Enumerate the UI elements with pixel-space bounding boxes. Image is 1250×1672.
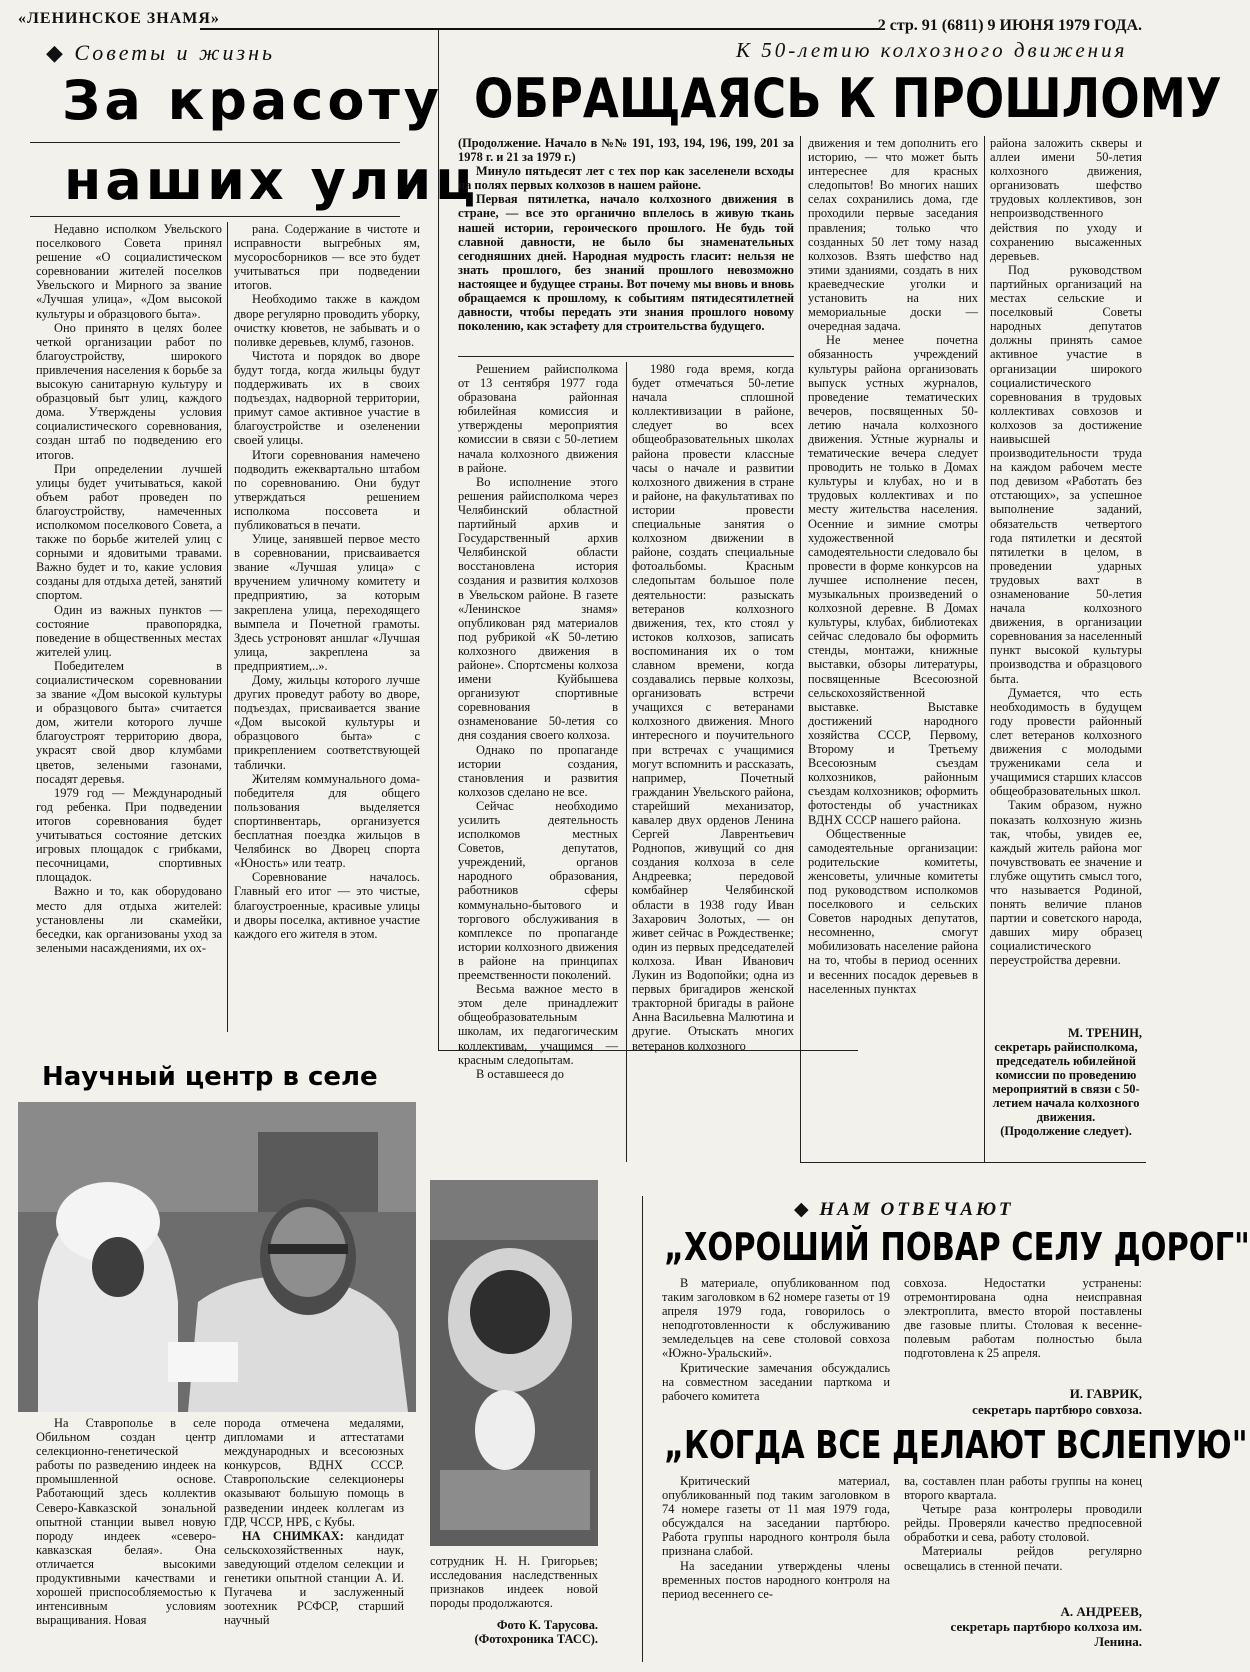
past-col-2: 1980 года время, когда будет отмечаться 50-летие начала сплошной коллективизации в районе, следует во всех общеобразовательных школах района провести классные часы о начале и развитии колхозного движения в стране и районе, на факультативах по истории провести специальные занятия о колхозном движении в районе, создать специальные фотоальбомы. Красным следопытам большое поле деятельности: разыскать ветеранов колхозного движения, тех, кто стоял у истоков колхозов, записать воспоминания их о том славном времени, когда создавались первые колхозы, организовать встречи учащихся с ветеранами колхозного движения. Много интересного и поучительного при встречах с учащимися могут вспомнить и рассказать, например, Почетный гражданин Увельского района, старейший механизатор, кавалер двух орденов Ленина Сергей Лаврентьевич Роднопов, живущий со дня создания колхоза в селе Андреевка; передовой комбайнер Челябинской области в 1938 году Иван Захарович Золотых, — он живет сейчас в Рождественке; один из первых председателей колхоза. Иван Иванович Лукин из Водопойки; одна из первых бригадиров женской тракторной бригады в районе Анна Васильевна Малютина и другие. Отыскать многих ветеранов колхозного bbox=[632, 362, 794, 1053]
signature-continuation: (Продолжение следует). bbox=[1000, 1124, 1132, 1138]
masthead-rule bbox=[200, 28, 880, 30]
answers-1-col-1: В материале, опубликованном под таким заголовком в 62 номере газеты от 19 апреля 1979 года, говорилось о неподготовленности к обслуживанию земледельцев на севе столовой совхоза «Южно-Уральский». Критические замечания обсуждались на совместном заседании парткома и рабочего комитета bbox=[662, 1276, 890, 1403]
lab-photo-illustration bbox=[18, 1102, 416, 1412]
science-col-2: порода отмечена медалями, дипломами и аттестатами международных и всесоюзных конкурсов, ВДНХ СССР. Ставропольские селекционеры оказывают большую помощь в разведении индеек коллегам из ГДР, ЧССР, НРБ, с Кубы. НА СНИМКАХ: кандидат сельскохозяйственных наук, заведующий отделом селекции и генетики опытной станции А. И. Пугачева и заслуженный зоотехник РСФСР, старший научный bbox=[224, 1416, 404, 1628]
answers-frame-left bbox=[642, 1196, 643, 1662]
past-lead: (Продолжение. Начало в №№ 191, 193, 194, 196, 199, 201 за 1978 г. и 21 за 1979 г.) Минуло пятьдесят лет с тех пор как заселенели всходы на полях первых колхозов в нашем районе. Первая пятилетка, начало колхозного движения в стране, — все это органично вплелось в живую ткань нашей истории, героического прошлого. Не будь той славной давности, не было бы знаменательных сегодняшних дней. Народная мудрость гласит: нельзя не знать прошлого, без знаний прошлого невозможно настоящее и будущее страны. Вот почему мы вновь и вновь обращаемся к прошлому, к событиям пятидесятилетней давности, чтобы передать эти знания прошлого новому поколению, как эстафету для строительства будущего. bbox=[458, 136, 794, 334]
past-signature bbox=[990, 1026, 1142, 1138]
signature-name: И. ГАВРИК, bbox=[1069, 1386, 1142, 1401]
answers-2-col-2: ва, составлен план работы группы на конец второго квартала. Четыре раза контролеры проводили рейды. Проверяли качество предпосевной обработки и сева, работу столовой. Материалы рейдов регулярно освещались в стенной печати. bbox=[904, 1474, 1142, 1573]
streets-col-divider bbox=[227, 222, 228, 1032]
science-photo-right bbox=[430, 1180, 598, 1546]
signature-title: секретарь райисполкома, председатель юбилейной комиссии по проведению мероприятий в связи с 50-летием начала колхозного движения. bbox=[992, 1040, 1140, 1124]
streets-col-1: Недавно исполком Увельского поселкового Совета принял решение «О социалистическом соревновании жителей поселков Увельского и Мирного за звание «Лучшая улица», «Дом высокой культуры и образцового быта». Оно принято в целях более четкой организации работ по благоустройству, широкого привлечения населения к борьбе за высокую санитарную культуру и образцовый быт улиц, каждого дома. Утверждены условия социалистического соревнования, создан штаб по подведению его итогов. При определении лучшей улицы будет учитываться, какой объем работ проведен по благоустройству, намеченных исполкомом поселкового Совета, а также по борьбе жителей улиц с сорными и ядовитыми травами. Важно будет и то, какие условия созданы для отдыха детей, занятий спортом. Один из важных пунктов — состояние правопорядка, поведение в общественных местах жителей улиц. Победителем в социалистическом соревновании за звание «Дом высокой культуры и образцового быта» считается дом, жители которого лучше благоустроят территорию двора, украсят свой двор клумбами цветов, зелеными газонами, посадят деревья. 1979 год — Международный год ребенка. При подведении итогов соревнования будет учитываться состояние детских игровых площадок с грибками, песочницами, спортивных площадок. Важно и то, как оборудовано место для отдыха жителей: установлены ли скамейки, беседки, как организованы уход за зелеными насаждениями, их ох- bbox=[36, 222, 222, 955]
answers-rubric: ◆ НАМ ОТВЕЧАЮТ bbox=[794, 1199, 1014, 1220]
diamond-icon: ◆ bbox=[46, 40, 75, 65]
past-col-4: района заложить скверы и аллеи имени 50-летия колхозного движения, организовать шефство трудовых коллективов, зон непроизводственного действия по уходу и сохранению высаженных деревьев. Под руководством партийных организаций на местах сельские и поселковый Советы народных депутатов должны принять самое активное участие в организации широкого социалистического соревнования в трудовых коллективах совхозов и колхозов за достижение наивысшей производительности труда на каждом рабочем месте под девизом «Работать без отстающих», за успешное выполнение заданий, обязательств четвертого года пятилетки и десятой пятилетки в целом, в проведении ударных трудовых вахт в ознаменование 50-летия начала колхозного движения, в организации соревнования за населенный пункт высокой культуры производства и образцового быта. Думается, что есть необходимость в будущем году провести районный слет ветеранов колхозного движения с молодыми тружениками села и учащимися старших классов общеобразовательных школ. Таким образом, нужно показать колхозную жизнь так, чтобы, увидев ее, каждый житель района мог почувствовать ее значение и глубже ощутить смысл того, что называется Родиной, понять величие планов партии и советского народа, давших миру образец социалистического переустройства деревни. bbox=[990, 136, 1142, 968]
masthead-issue: 2 стр. 91 (6811) 9 ИЮНЯ 1979 ГОДА. bbox=[877, 17, 1142, 34]
masthead-paper: «ЛЕНИНСКОЕ ЗНАМЯ» bbox=[18, 10, 220, 27]
answers-title-1: „ХОРОШИЙ ПОВАР СЕЛУ ДОРОГ" bbox=[664, 1225, 1250, 1269]
science-caption-continuation: сотрудник Н. Н. Григорьев; исследования наследственных признаков индеек новой породы продолжаются. bbox=[430, 1554, 598, 1611]
signature-title: секретарь партбюро колхоза им. Ленина. bbox=[950, 1619, 1142, 1649]
answers-2-signature bbox=[904, 1604, 1142, 1649]
science-photo-left bbox=[18, 1102, 416, 1412]
streets-title-line1: За красоту bbox=[62, 69, 443, 132]
past-bottom-rule bbox=[800, 1162, 1146, 1163]
answers-2-col-1: Критический материал, опубликованный под таким заголовком в 74 номере газеты от 11 мая 1979 года, обсуждался на заседании партбюро. Работа группы народного контроля была признана слабой. На заседании утверждены члены временных постов народного контроля на период весеннего се- bbox=[662, 1474, 890, 1601]
signature-name: М. ТРЕНИН, bbox=[1068, 1026, 1142, 1040]
answers-title-2: „КОГДА ВСЕ ДЕЛАЮТ ВСЛЕПУЮ" bbox=[664, 1423, 1248, 1467]
past-col-divider-3 bbox=[984, 136, 985, 1162]
past-title: ОБРАЩАЯСЬ К ПРОШЛОМУ bbox=[474, 67, 1222, 130]
signature-title: секретарь партбюро совхоза. bbox=[972, 1402, 1142, 1417]
answers-1-col-2: совхоза. Недостатки устранены: отремонтирована одна неисправная электроплита, вместо второй поставлены две газовые плиты. Столовая к весенне-полевым работам полностью была подготовлена к 25 апреля. bbox=[904, 1276, 1142, 1361]
diamond-icon: ◆ bbox=[794, 1199, 820, 1220]
science-photo-credit: Фото К. Тарусова. (Фотохроника ТАСС). bbox=[474, 1618, 598, 1646]
turkey-egg-photo-illustration bbox=[430, 1180, 598, 1546]
streets-col-2: рана. Содержание в чистоте и исправности выгребных ям, мусоросборников — все это будет учитываться при подведении итогов. Необходимо также в каждом дворе регулярно проводить уборку, очистку кюветов, не забывать и о поливке деревьев, клумб, газонов. Чистота и порядок во дворе будут тогда, когда жильцы будут поддерживать их в своих подъездах, надворной территории, примут самое активное участие в благоустройстве и озеленении своей улицы. Итоги соревнования намечено подводить ежеквартально штабом по соревнованию. Они будут утверждаться решением исполкома поссовета и публиковаться в печати. Улице, занявшей первое место в соревновании, присваивается звание «Лучшая улица» с вручением уличному комитету и предприятию, за которым закреплена улица, переходящего вымпела и Почетной грамоты. Здесь устроновят аншлаг «Лучшая улица, закреплена за предприятием,..». Дому, жильцы которого лучше других проведут работу во дворе, подъездах, присваивается звание «Дом высокой культуры и образцового быта» с прикреплением соответствующей таблички. Жителям коммунального дома-победителя для общего пользования выделяется спортинвентарь, организуется бесплатная поездка жильцов в Челябинск во Дворец спорта «Юность» или театр. Соревнование началось. Главный его итог — это чистые, благоустроенные, красивые улицы и дворы поселка, активное участие каждого его жителя в этом. bbox=[234, 222, 420, 941]
streets-title-rule bbox=[30, 142, 400, 143]
past-col-1: Решением райисполкома от 13 сентября 1977 года образована районная юбилейная комиссия и утверждены мероприятия комиссии в связи с 50-летием начала колхозного движения в районе. Во исполнение этого решения райисполкома через Челябинский областной партийный архив и Государственный архив Челябинской области восстановлена история создания и развития колхозов в Увельском районе. В газете «Ленинское знамя» опубликован ряд материалов под рубрикой «К 50-летию колхозного движения в районе». Спортсмены колхоза имени Куйбышева организуют спортивные соревнования в ознаменование 50-летия со дня создания своего колхоза. Однако по пропаганде истории создания, становления и развития колхозов сделано не все. Сейчас необходимо усилить деятельность исполкомов местных Советов, депутатов, учреждений, органов народного образования, работников сферы коммунально-бытового и торгового обслуживания в комплексе по пропаганде истории колхозного движения в районе на принципах преемственности поколений. Весьма важное место в этом деле принадлежит общеобразовательным школам, их педагогическим коллективам, учащимся — красным следопытам. В оставшееся до bbox=[458, 362, 618, 1081]
science-title: Научный центр в селе bbox=[42, 1062, 378, 1092]
past-lead-rule bbox=[458, 356, 794, 357]
past-frame-left bbox=[438, 30, 439, 1050]
answers-1-signature bbox=[904, 1386, 1142, 1418]
past-col-divider-2 bbox=[800, 136, 801, 1162]
streets-rubric: ◆ Советы и жизнь bbox=[46, 40, 276, 65]
past-rubric: К 50-летию колхозного движения bbox=[736, 38, 1128, 62]
signature-name: А. АНДРЕЕВ, bbox=[1060, 1604, 1142, 1619]
past-col-divider-1 bbox=[626, 362, 627, 1162]
streets-title-rule-bottom bbox=[30, 216, 400, 217]
past-col-3: движения и тем дополнить его историю, — что может быть интереснее для красных следопытов! Во многих наших селах сохранились дома, где проходили первые заседания правления; только что созданных 50 лет тому назад колхозов. Взять шефство над этими зданиями, создать в них краеведческие уголки и установить на них мемориальные доски — очередная задача. Не менее почетна обязанность учреждений культуры района организовать выпуск устных журналов, проведение тематических вечеров, посвященных 50-летию начала колхозного движения. Устные журналы и тематические вечера следует проводить не только в Домах культуры и клубах, но и в трудовых коллективах и по месту жительства населения. Осенние и зимние смотры художественной самодеятельности следовало бы провести в форме конкурсов на лучшее исполнение песен, музыкальных произведений о колхозной деревне. В Домах культуры, клубах, библиотеках сейчас следовало бы оформить стенды, монтажи, книжные выставки, обзоры литературы, посвященные Всесоюзной сельскохозяйственной выставке. Выставке достижений народного хозяйства СССР, Первому, Второму и Третьему Всесоюзным съездам колхозников, районным съездам колхозников; оформить фотостенды об участниках ВДНХ СССР нашего района. Общественные самодеятельные организации: родительские комитеты, женсоветы, уличные комитеты под руководством исполкомов поселкового и сельских Советов народных депутатов, несомненно, смогут мобилизовать население района на то, чтобы в период осенних и весенних посадок деревьев в населенных пунктах bbox=[808, 136, 978, 996]
streets-title-line2: наших улиц bbox=[64, 149, 480, 212]
science-col-1: На Ставрополье в селе Обильном создан центр селекционно-генетической работы по разведению индеек на промышленной основе. Работающий здесь коллектив Северо-Кавказской зональной опытной станции вывел новую породу индеек «северо-кавказская белая». Она отличается высокими продуктивными качествами и хорошей приспособляемостью к интенсивным условиям выращивания. Новая bbox=[36, 1416, 216, 1628]
